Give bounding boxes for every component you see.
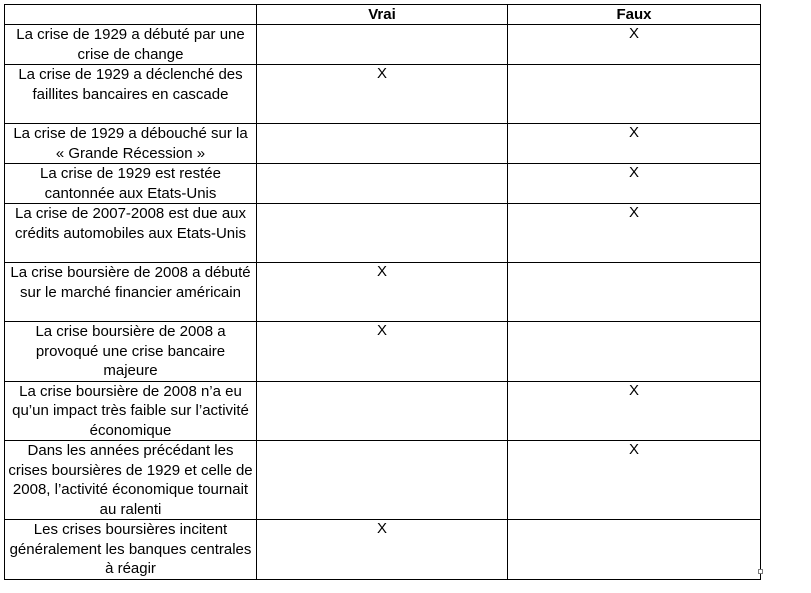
faux-cell: X <box>508 164 761 204</box>
table-row <box>5 322 761 382</box>
header-vrai: Vrai <box>257 5 508 25</box>
statement-cell: La crise boursière de 2008 a provoqué une crise bancaire majeure <box>5 322 257 382</box>
true-false-table <box>4 4 761 580</box>
statement-cell: Dans les années précédant les crises boursières de 1929 et celle de 2008, l’activité économique tournait au ralenti <box>5 441 257 520</box>
faux-cell <box>508 263 761 322</box>
vrai-cell <box>257 204 508 263</box>
vrai-cell: X <box>257 65 508 124</box>
table-row <box>5 263 761 322</box>
header-row <box>5 5 761 25</box>
vrai-cell: X <box>257 263 508 322</box>
table-row <box>5 204 761 263</box>
table-row <box>5 381 761 441</box>
statement-cell: La crise de 2007-2008 est due aux crédits automobiles aux Etats-Unis <box>5 204 257 263</box>
vrai-cell <box>257 164 508 204</box>
faux-cell: X <box>508 441 761 520</box>
table-row <box>5 520 761 580</box>
table-resize-handle[interactable] <box>758 569 763 574</box>
table-row <box>5 441 761 520</box>
vrai-cell: X <box>257 322 508 382</box>
vrai-cell: X <box>257 520 508 580</box>
faux-cell: X <box>508 25 761 65</box>
table-row <box>5 124 761 164</box>
table-row <box>5 65 761 124</box>
vrai-cell <box>257 25 508 65</box>
faux-cell <box>508 520 761 580</box>
statement-cell: La crise de 1929 a déclenché des faillites bancaires en cascade <box>5 65 257 124</box>
vrai-cell <box>257 381 508 441</box>
table-row <box>5 25 761 65</box>
statement-cell: La crise de 1929 est restée cantonnée aux Etats-Unis <box>5 164 257 204</box>
vrai-cell <box>257 441 508 520</box>
vrai-cell <box>257 124 508 164</box>
statement-cell: Les crises boursières incitent généralement les banques centrales à réagir <box>5 520 257 580</box>
faux-cell: X <box>508 204 761 263</box>
table-row <box>5 164 761 204</box>
faux-cell: X <box>508 124 761 164</box>
statement-cell: La crise de 1929 a débuté par une crise de change <box>5 25 257 65</box>
statement-cell: La crise boursière de 2008 a débuté sur le marché financier américain <box>5 263 257 322</box>
faux-cell <box>508 322 761 382</box>
header-faux: Faux <box>508 5 761 25</box>
faux-cell <box>508 65 761 124</box>
statement-cell: La crise de 1929 a débouché sur la « Grande Récession » <box>5 124 257 164</box>
header-statement <box>5 5 257 25</box>
faux-cell: X <box>508 381 761 441</box>
statement-cell: La crise boursière de 2008 n’a eu qu’un impact très faible sur l’activité économique <box>5 381 257 441</box>
